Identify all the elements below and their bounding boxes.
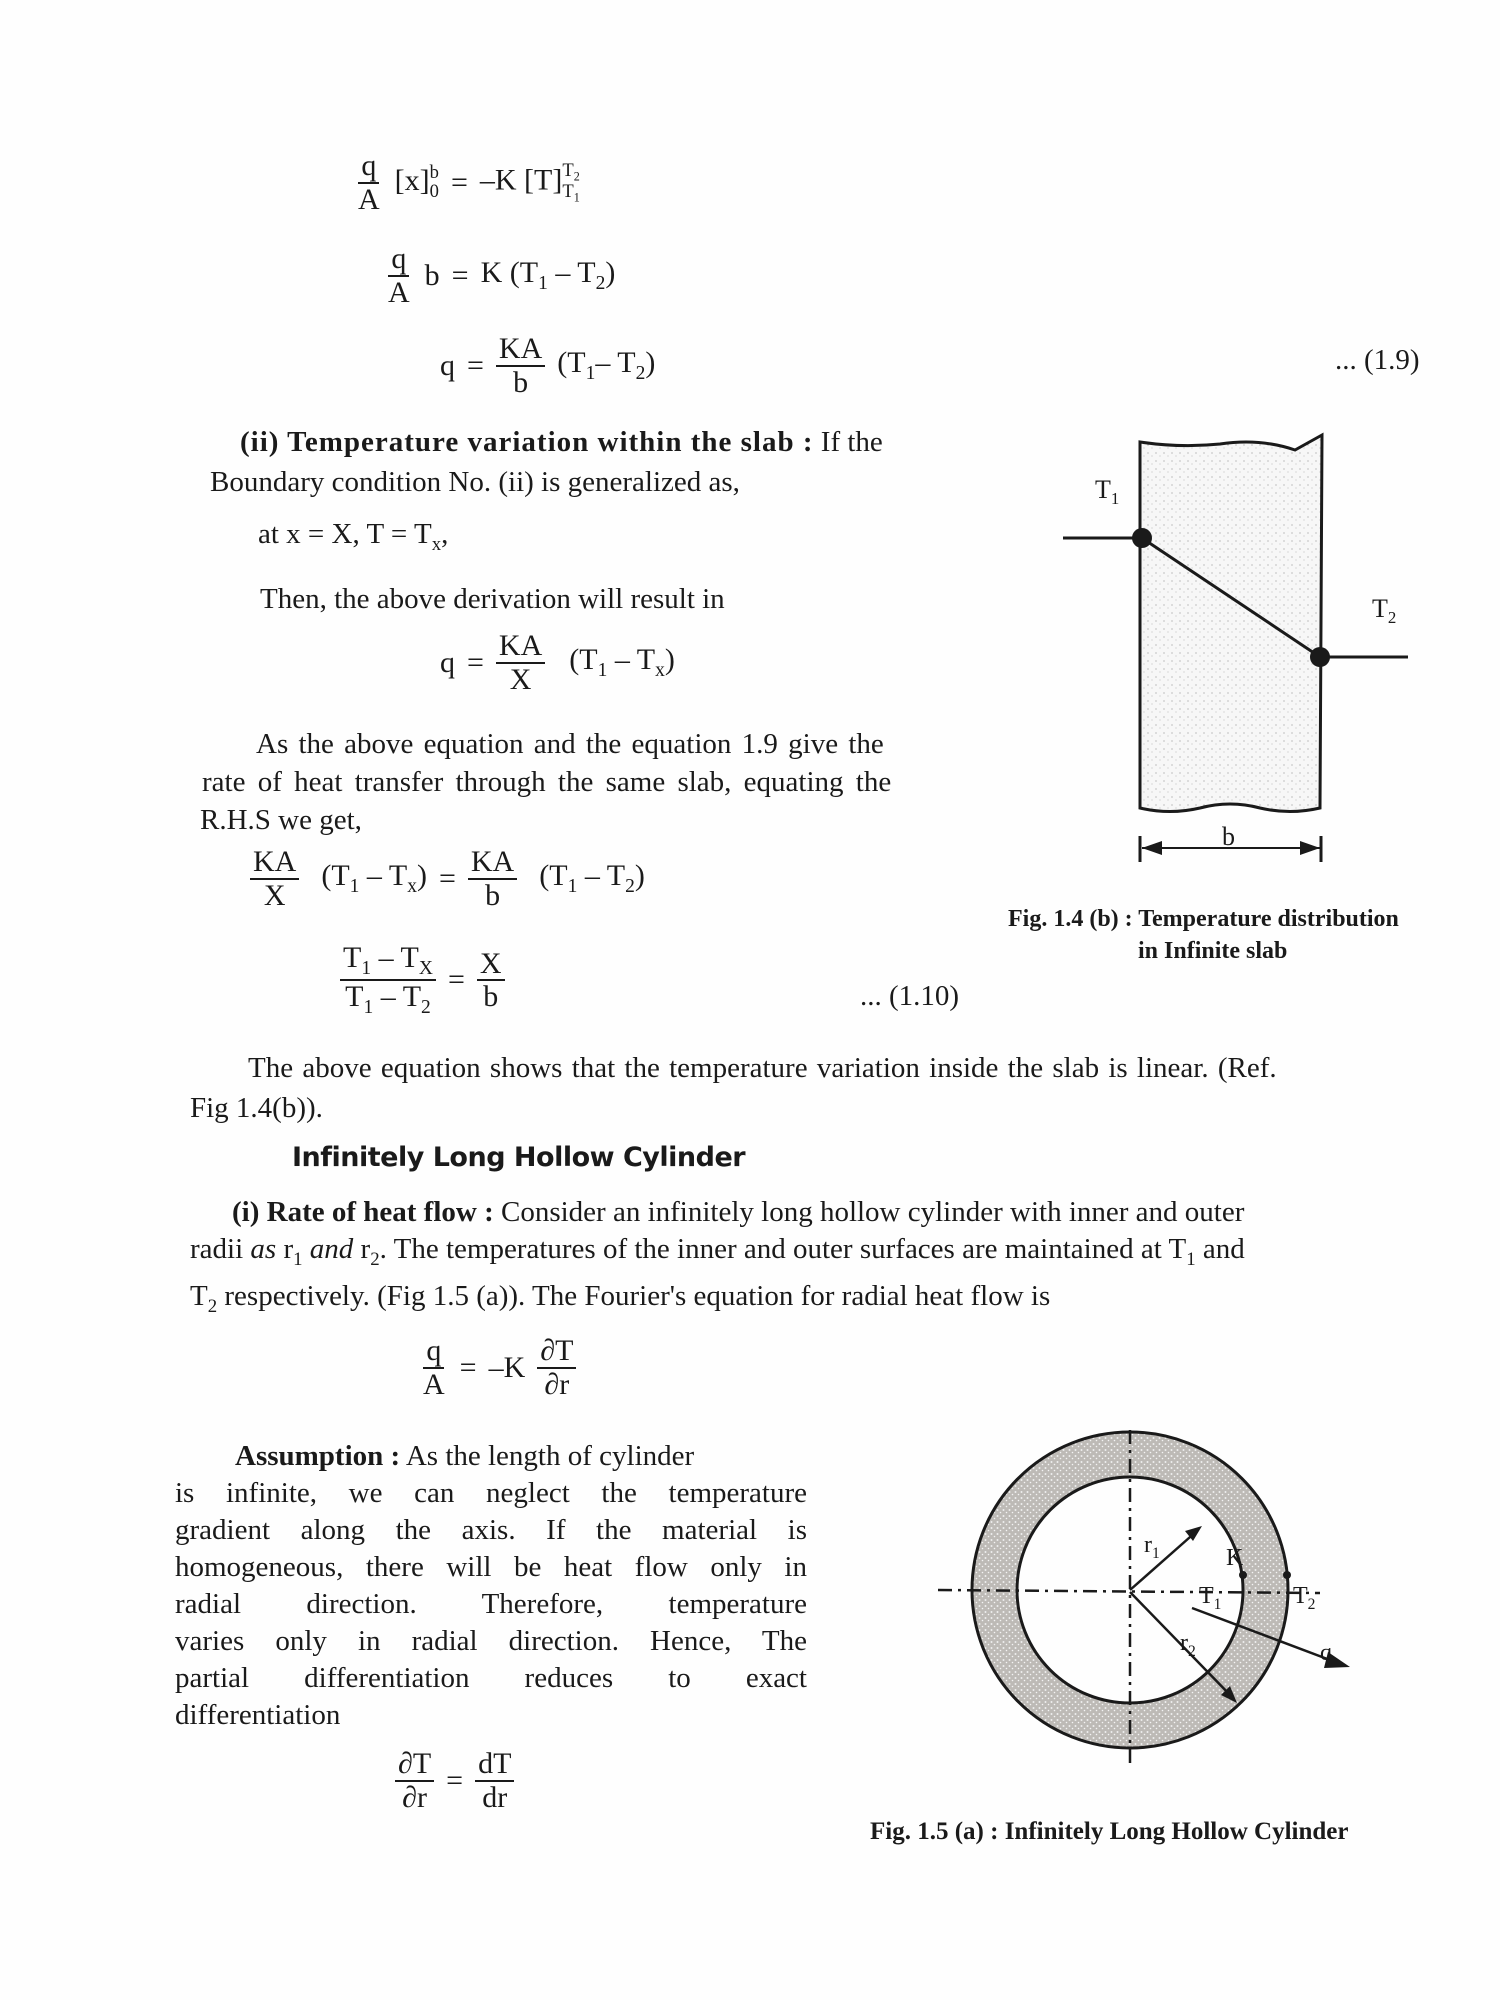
numerator: X bbox=[477, 948, 505, 982]
term-text: ) bbox=[416, 859, 427, 892]
numerator: ∂T bbox=[395, 1748, 434, 1782]
subscript: 2 bbox=[1188, 1642, 1196, 1660]
numerator: q bbox=[358, 150, 379, 184]
numerator-text: T bbox=[343, 941, 362, 974]
rhs-text: K (T bbox=[480, 256, 539, 289]
text: r bbox=[276, 1233, 294, 1265]
rate-heat-flow-line3 bbox=[190, 1280, 1050, 1318]
equals: = bbox=[438, 861, 456, 895]
fraction-partial bbox=[395, 1748, 434, 1813]
bracket-x bbox=[395, 164, 439, 202]
lhs: q bbox=[440, 645, 455, 679]
subscript: X bbox=[418, 958, 433, 979]
equals: = bbox=[467, 348, 484, 382]
subscript: 1 bbox=[1213, 1595, 1222, 1613]
limits bbox=[430, 164, 439, 201]
rhs bbox=[481, 256, 616, 295]
equals: = bbox=[467, 645, 484, 679]
numerator bbox=[340, 942, 436, 981]
denominator: b bbox=[513, 365, 529, 399]
equals: = bbox=[447, 963, 465, 997]
text: and bbox=[302, 1233, 354, 1265]
subscript: 1 bbox=[349, 876, 360, 897]
term-text: ) bbox=[634, 859, 645, 892]
label-text: T bbox=[1199, 1583, 1214, 1609]
assumption-line: differentiation bbox=[175, 1699, 341, 1731]
numerator: KA bbox=[468, 846, 517, 880]
equals: = bbox=[451, 258, 469, 292]
fig14-label-t2 bbox=[1372, 594, 1396, 628]
b-symbol: b bbox=[424, 258, 440, 292]
term-text: – T bbox=[359, 859, 408, 892]
label-text: r bbox=[1144, 1532, 1152, 1558]
denominator-text: – T bbox=[373, 980, 422, 1014]
equation-1-10 bbox=[340, 942, 505, 1019]
t2-point bbox=[1283, 1571, 1291, 1579]
denominator: A bbox=[388, 275, 410, 309]
limits bbox=[562, 159, 580, 205]
upper-limit-text: T bbox=[562, 159, 574, 181]
paragraph-line: rate of heat transfer through the same slab, equating the bbox=[202, 766, 892, 798]
denominator: X bbox=[509, 662, 532, 696]
denominator bbox=[342, 981, 434, 1018]
subscript: 2 bbox=[635, 363, 646, 384]
label-text: T bbox=[1372, 594, 1388, 623]
rhs-text: –K [T] bbox=[479, 163, 563, 197]
subscript: 2 bbox=[595, 273, 606, 294]
equation-1-9 bbox=[440, 333, 655, 398]
subscript: x bbox=[655, 660, 665, 681]
fig14-label-t1 bbox=[1095, 475, 1119, 509]
paragraph-line: R.H.S we get, bbox=[200, 804, 362, 836]
rhs bbox=[569, 643, 675, 682]
numerator-text: – T bbox=[371, 941, 419, 974]
conclusion-line: Fig 1.4(b)). bbox=[190, 1092, 323, 1124]
subscript: 1 bbox=[361, 958, 372, 979]
text: radii bbox=[190, 1233, 251, 1265]
rhs-text: ) bbox=[605, 256, 616, 289]
subscript: 1 bbox=[293, 1248, 303, 1270]
denominator-text: T bbox=[345, 980, 364, 1014]
fraction-q-over-a bbox=[355, 150, 383, 215]
subscript: 2 bbox=[1387, 608, 1397, 628]
subscript: 1 bbox=[1152, 1544, 1160, 1562]
t1-point bbox=[1239, 1571, 1247, 1579]
rhs-text: – T bbox=[595, 346, 636, 379]
rhs-text: (T bbox=[557, 346, 586, 379]
assumption-line: is infinite, we can neglect the temperature bbox=[175, 1477, 807, 1509]
equation-q-tx bbox=[440, 630, 675, 695]
bracket-text: [x] bbox=[394, 163, 430, 197]
rhs-text: (T bbox=[569, 643, 598, 676]
text: . The temperatures of the inner and outer surfaces are maintained at T bbox=[379, 1233, 1187, 1265]
equation-partial-to-exact bbox=[395, 1748, 514, 1813]
boundary-condition bbox=[258, 518, 448, 556]
fig15-label-t2 bbox=[1293, 1583, 1315, 1614]
lhs: q bbox=[440, 348, 455, 382]
assumption-line: gradient along the axis. If the material is bbox=[175, 1514, 807, 1546]
fraction-q-over-a bbox=[385, 243, 413, 308]
assumption-paragraph bbox=[175, 1438, 807, 1734]
assumption-title: Assumption : bbox=[235, 1440, 401, 1472]
denominator: b bbox=[485, 878, 501, 912]
label-text: r bbox=[1180, 1630, 1188, 1656]
assumption-line: partial differentiation reduces to exact bbox=[175, 1662, 807, 1694]
lower-limit-text: T bbox=[562, 180, 574, 202]
lower-limit: 0 bbox=[429, 180, 439, 202]
fraction-q-over-a bbox=[420, 1335, 448, 1400]
upper-limit bbox=[562, 159, 580, 184]
fraction-ka-over-x bbox=[250, 846, 299, 911]
subscript: 2 bbox=[421, 997, 431, 1019]
section-ii-text: If the bbox=[813, 426, 883, 458]
section-ii-line2: Boundary condition No. (ii) is generalized as, bbox=[210, 466, 740, 498]
equation-equate-rhs bbox=[250, 846, 645, 911]
t1-point bbox=[1132, 528, 1152, 548]
fig15-label-r1 bbox=[1144, 1532, 1160, 1563]
numerator: KA bbox=[496, 630, 545, 664]
assumption-text: As the length of cylinder bbox=[400, 1440, 695, 1472]
equals: = bbox=[450, 165, 468, 199]
fig15-caption: Fig. 1.5 (a) : Infinitely Long Hollow Cylinder bbox=[870, 1818, 1349, 1845]
text: r bbox=[353, 1233, 371, 1265]
term-text: (T bbox=[321, 859, 350, 892]
subscript: 1 bbox=[585, 363, 596, 384]
subscript: 2 bbox=[207, 1295, 218, 1317]
boundary-text: , bbox=[441, 518, 449, 550]
rate-heat-flow-text: Consider an infinitely long hollow cylinder with inner and outer bbox=[493, 1196, 1245, 1228]
dimension-arrow-right bbox=[1300, 841, 1320, 855]
subscript: 2 bbox=[625, 876, 635, 897]
label-text: T bbox=[1095, 475, 1111, 504]
fig15-label-t1 bbox=[1199, 1583, 1221, 1614]
fraction-ka-over-b bbox=[468, 846, 517, 911]
lower-limit bbox=[562, 180, 580, 205]
fraction-ka-over-x bbox=[496, 630, 545, 695]
equation-fourier-radial bbox=[420, 1335, 576, 1400]
then-text: Then, the above derivation will result in bbox=[260, 583, 725, 615]
text: and bbox=[1195, 1233, 1245, 1265]
slab-body bbox=[1140, 435, 1322, 812]
term bbox=[539, 859, 645, 898]
fig14-caption-line1: Fig. 1.4 (b) : Temperature distribution bbox=[1008, 906, 1399, 932]
subscript: 1 bbox=[363, 997, 374, 1019]
numerator: dT bbox=[475, 1748, 514, 1782]
numerator: KA bbox=[250, 846, 299, 880]
dimension-arrow-left bbox=[1142, 841, 1162, 855]
term bbox=[321, 859, 427, 898]
rate-heat-flow-line1 bbox=[232, 1196, 1244, 1229]
numerator: KA bbox=[496, 333, 545, 367]
rhs-text: – T bbox=[607, 643, 656, 676]
assumption-line bbox=[175, 1438, 807, 1475]
equation-tag-1-10: ... (1.10) bbox=[860, 980, 960, 1012]
rhs-text: – T bbox=[547, 256, 596, 289]
equation-integral bbox=[355, 150, 580, 215]
rhs-text: ) bbox=[645, 346, 656, 379]
denominator: b bbox=[483, 980, 499, 1014]
fraction-x-over-b bbox=[477, 948, 505, 1013]
fraction-exact bbox=[475, 1748, 514, 1813]
assumption-line: homogeneous, there will be heat flow only in bbox=[175, 1551, 807, 1583]
fig14-label-b: b bbox=[1222, 822, 1235, 851]
denominator: X bbox=[263, 878, 286, 912]
paragraph-line: As the above equation and the equation 1.9 give the bbox=[256, 728, 884, 760]
term-text: (T bbox=[539, 859, 568, 892]
subscript: 1 bbox=[538, 273, 548, 294]
fraction-ka-over-b bbox=[496, 333, 545, 398]
denominator: A bbox=[358, 182, 380, 216]
numerator: q bbox=[423, 1335, 444, 1369]
k-term: –K bbox=[488, 1350, 526, 1384]
conclusion-line: The above equation shows that the temperature variation inside the slab is linear. (Ref. bbox=[248, 1052, 1277, 1084]
assumption-line: varies only in radial direction. Hence, The bbox=[175, 1625, 807, 1657]
fig15-label-q: q bbox=[1320, 1640, 1332, 1666]
fig15-label-k: K bbox=[1226, 1545, 1244, 1571]
rate-heat-flow-line2 bbox=[190, 1233, 1245, 1271]
fraction-temperature-ratio bbox=[340, 942, 436, 1019]
denominator: ∂r bbox=[402, 1780, 427, 1814]
subscript: 1 bbox=[573, 190, 580, 205]
fig15-label-r2 bbox=[1180, 1630, 1196, 1661]
subscript: 1 bbox=[567, 876, 578, 897]
fig14-caption-line2: in Infinite slab bbox=[1138, 938, 1288, 964]
equation-q-over-a-b bbox=[385, 243, 615, 308]
text: T bbox=[190, 1280, 208, 1312]
text: respectively. (Fig 1.5 (a)). The Fourier's equation for radial heat flow is bbox=[217, 1280, 1051, 1312]
subscript: x bbox=[431, 533, 442, 555]
denominator: dr bbox=[482, 1780, 508, 1814]
denominator: ∂r bbox=[544, 1367, 570, 1401]
subscript: 1 bbox=[1186, 1248, 1196, 1270]
section-ii-line1 bbox=[240, 426, 883, 459]
numerator: ∂T bbox=[537, 1335, 576, 1369]
subscript: 1 bbox=[1110, 489, 1120, 509]
fraction-partial-t-over-r bbox=[537, 1335, 576, 1400]
subscript: 2 bbox=[370, 1248, 380, 1270]
equation-tag-1-9: ... (1.9) bbox=[1335, 344, 1420, 376]
numerator: q bbox=[388, 243, 409, 277]
assumption-line: radial direction. Therefore, temperature bbox=[175, 1588, 807, 1620]
rhs bbox=[557, 346, 655, 385]
rhs-text: ) bbox=[664, 643, 675, 676]
subscript: 1 bbox=[597, 660, 608, 681]
text: as bbox=[250, 1233, 277, 1265]
equals: = bbox=[446, 1763, 464, 1797]
section-heading-hollow-cylinder: Infinitely Long Hollow Cylinder bbox=[292, 1142, 746, 1173]
subscript: 2 bbox=[1307, 1595, 1316, 1613]
rhs bbox=[479, 159, 580, 205]
boundary-text: at x = X, T = T bbox=[258, 518, 432, 550]
subscript: x bbox=[407, 876, 417, 897]
denominator: A bbox=[423, 1367, 445, 1401]
label-text: T bbox=[1293, 1583, 1308, 1609]
section-ii-title: (ii) Temperature variation within the slab : bbox=[240, 426, 814, 458]
subscript: 2 bbox=[573, 169, 580, 184]
rate-heat-flow-title: (i) Rate of heat flow : bbox=[232, 1196, 494, 1228]
equals: = bbox=[459, 1350, 477, 1384]
t2-point bbox=[1310, 647, 1330, 667]
term-text: – T bbox=[577, 859, 626, 892]
upper-limit: b bbox=[429, 162, 439, 184]
